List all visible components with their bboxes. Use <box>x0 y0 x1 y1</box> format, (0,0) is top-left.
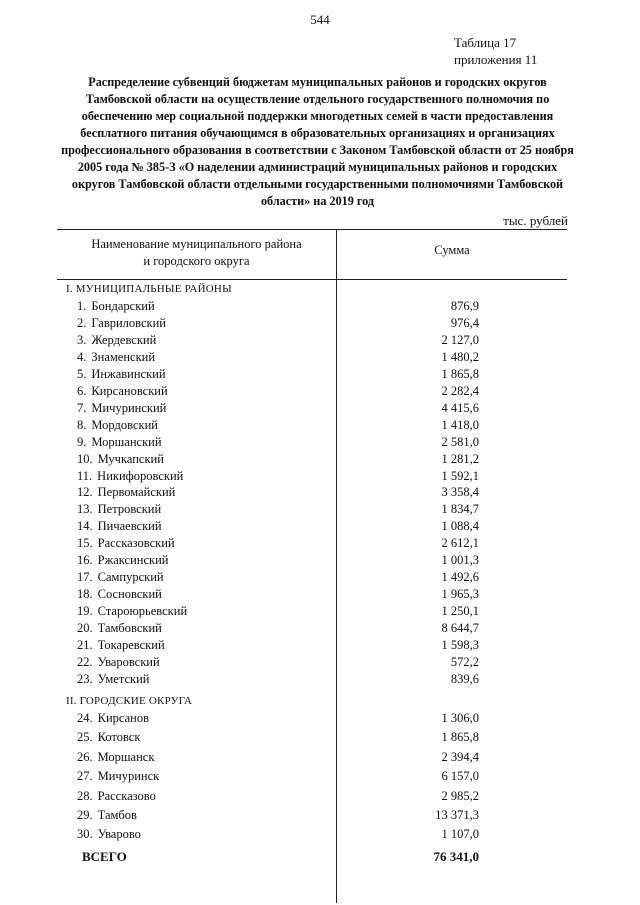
row-label <box>77 469 183 484</box>
table-row <box>57 418 567 435</box>
row-label <box>77 418 158 433</box>
row-number: 3. <box>77 332 87 347</box>
row-label <box>77 655 160 670</box>
row-number: 17. <box>77 570 93 585</box>
row-name: Сампурский <box>97 570 164 585</box>
table-row <box>57 570 567 587</box>
row-number: 30. <box>77 827 93 842</box>
row-number: 14. <box>77 519 93 534</box>
row-value: 13 371,3 <box>435 808 479 822</box>
row-value: 1 592,1 <box>441 468 479 483</box>
row-number: 6. <box>77 383 87 398</box>
appendix-reference: приложения 11 <box>454 52 538 67</box>
table-row <box>57 519 567 536</box>
row-value: 4 415,6 <box>441 400 479 415</box>
row-number: 9. <box>77 434 87 449</box>
unit-label: тыс. рублей <box>503 213 568 228</box>
row-label <box>77 711 149 726</box>
table-row <box>57 350 567 367</box>
row-value: 1 001,3 <box>441 553 479 568</box>
table-row <box>57 316 567 333</box>
row-number: 20. <box>77 621 93 636</box>
row-name: Никифоровский <box>97 468 184 483</box>
row-name: Первомайский <box>97 485 176 500</box>
row-name: Мучкапский <box>97 451 164 466</box>
table-row <box>57 367 567 384</box>
row-name: Мичуринский <box>91 400 167 415</box>
table-reference <box>454 34 537 68</box>
table-row <box>57 333 567 350</box>
row-value: 1 250,1 <box>441 604 479 619</box>
row-label <box>77 299 155 314</box>
row-number: 2. <box>77 315 87 330</box>
row-value: 572,2 <box>450 654 479 669</box>
row-name: Тамбовский <box>97 621 162 636</box>
column-header-name-line1: Наименование муниципального района <box>91 237 302 251</box>
row-name: Бондарский <box>91 299 155 313</box>
row-label <box>77 401 166 416</box>
row-name: Знаменский <box>91 349 156 364</box>
row-label <box>77 604 187 619</box>
table-row <box>57 485 567 502</box>
row-name: Сосновский <box>97 587 162 602</box>
row-value: 1 598,3 <box>441 638 479 652</box>
row-number: 10. <box>77 451 93 466</box>
row-label <box>77 730 140 745</box>
row-label <box>77 333 156 348</box>
row-label <box>77 452 164 467</box>
row-number: 16. <box>77 553 93 568</box>
row-number: 18. <box>77 587 93 602</box>
table-header-border <box>57 279 567 280</box>
row-name: Староюрьевский <box>97 604 188 619</box>
row-label <box>77 384 168 399</box>
table-row <box>57 435 567 452</box>
row-label <box>77 789 156 804</box>
row-label <box>77 808 137 823</box>
row-name: Пичаевский <box>97 519 162 534</box>
row-number: 13. <box>77 502 93 517</box>
row-name: Котовск <box>97 730 141 745</box>
row-name: Петровский <box>97 502 162 517</box>
row-name: Инжавинский <box>91 366 166 381</box>
row-value: 6 157,0 <box>441 769 479 784</box>
row-value: 1 965,3 <box>441 587 479 602</box>
row-value: 1 306,0 <box>441 711 479 725</box>
row-value: 976,4 <box>450 315 479 330</box>
table-row <box>57 750 567 767</box>
row-name: Моршанский <box>91 434 162 449</box>
row-number: 11. <box>77 468 93 483</box>
total-row <box>57 849 567 866</box>
column-header-name <box>57 236 336 270</box>
row-label <box>77 536 175 551</box>
row-label <box>77 435 162 450</box>
row-label <box>77 350 155 365</box>
row-label <box>77 587 162 602</box>
table-row <box>57 401 567 418</box>
page-number: 544 <box>310 12 330 27</box>
row-number: 1. <box>77 299 87 313</box>
row-number: 29. <box>77 808 93 822</box>
table-row <box>57 730 567 747</box>
row-value: 1 088,4 <box>441 519 479 534</box>
row-name: Кирсановский <box>91 383 168 398</box>
row-name: Уваровский <box>97 654 160 669</box>
row-name: Жердевский <box>91 332 157 347</box>
table-row <box>57 789 567 806</box>
row-name: Уметский <box>97 671 150 686</box>
row-label <box>77 502 161 517</box>
row-label <box>77 672 149 687</box>
row-value: 2 394,4 <box>441 749 479 764</box>
row-number: 19. <box>77 604 93 619</box>
table-top-border <box>57 229 567 230</box>
row-label <box>77 827 141 842</box>
table-row <box>57 553 567 570</box>
row-name: Мордовский <box>91 417 158 432</box>
column-header-sum: Сумма <box>434 243 470 257</box>
row-name: Уварово <box>97 827 141 842</box>
row-label <box>77 519 162 534</box>
table-row <box>57 452 567 469</box>
row-number: 22. <box>77 654 93 669</box>
row-name: Рассказово <box>97 788 156 803</box>
row-number: 5. <box>77 366 87 381</box>
row-name: Моршанск <box>97 749 155 764</box>
table-row <box>57 638 567 655</box>
row-number: 21. <box>77 638 93 652</box>
table-row <box>57 655 567 672</box>
row-number: 8. <box>77 417 87 432</box>
row-value: 2 581,0 <box>441 434 479 449</box>
row-number: 4. <box>77 349 87 364</box>
table-row <box>57 587 567 604</box>
table-row <box>57 808 567 825</box>
table-row <box>57 769 567 786</box>
table-number: Таблица 17 <box>454 35 517 50</box>
table-row <box>57 299 567 316</box>
row-name: Токаревский <box>97 638 165 652</box>
row-label <box>77 621 162 636</box>
row-name: Мичуринск <box>97 769 160 784</box>
row-label <box>77 553 168 568</box>
row-value: 3 358,4 <box>441 485 479 500</box>
table-row <box>57 502 567 519</box>
row-number: 28. <box>77 788 93 803</box>
row-number: 27. <box>77 769 93 784</box>
row-label <box>77 750 154 765</box>
row-value: 1 418,0 <box>441 417 479 432</box>
table-row <box>57 536 567 553</box>
row-value: 2 282,4 <box>441 383 479 398</box>
row-value: 876,9 <box>450 299 479 313</box>
row-label <box>77 367 166 382</box>
row-number: 7. <box>77 400 87 415</box>
total-label: ВСЕГО <box>82 849 127 864</box>
table-row <box>57 672 567 689</box>
table-row <box>57 469 567 486</box>
row-label <box>77 485 175 500</box>
row-value: 1 492,6 <box>441 570 479 585</box>
total-value: 76 341,0 <box>433 849 479 864</box>
row-value: 2 985,2 <box>441 788 479 803</box>
row-name: Рассказовский <box>97 536 175 551</box>
row-value: 1 281,2 <box>441 451 479 466</box>
row-value: 1 865,8 <box>441 730 479 745</box>
row-number: 26. <box>77 749 93 764</box>
section-heading-districts: I. МУНИЦИПАЛЬНЫЕ РАЙОНЫ <box>66 283 232 295</box>
row-value: 1 834,7 <box>441 502 479 517</box>
row-value: 1 865,8 <box>441 366 479 381</box>
document-title: Распределение субвенций бюджетам муниципальных районов и городских округов Тамбовской области на осуществление отдельного государственного полномочия по обеспечению мер социальной поддержки многодетных семей в части предоставления бесплатного питания обучающимся в образовательных организациях и организациях профессионального образования в соответствии с Законом Тамбовской области от 25 ноября 2005 года № 385-З «О наделении администраций муниципальных районов и городских округов Тамбовской области отдельными государственными полномочиями Тамбовской области» на 2019 год <box>61 75 574 208</box>
row-value: 2 127,0 <box>441 332 479 347</box>
column-header-name-line2: и городского округа <box>143 254 250 268</box>
table-row <box>57 604 567 621</box>
row-number: 24. <box>77 711 93 725</box>
row-label <box>77 769 159 784</box>
table-row <box>57 621 567 638</box>
row-value: 1 107,0 <box>441 827 479 842</box>
row-name: Кирсанов <box>97 711 149 725</box>
table-row <box>57 827 567 844</box>
row-value: 8 644,7 <box>441 621 479 636</box>
row-number: 23. <box>77 671 93 686</box>
row-name: Тамбов <box>97 808 137 822</box>
section-heading-cities: II. ГОРОДСКИЕ ОКРУГА <box>66 695 193 707</box>
row-name: Гавриловский <box>91 315 166 330</box>
row-label <box>77 638 165 653</box>
row-number: 15. <box>77 536 93 551</box>
row-value: 1 480,2 <box>441 349 479 364</box>
row-number: 12. <box>77 485 93 500</box>
row-value: 839,6 <box>450 671 479 686</box>
row-value: 2 612,1 <box>441 536 479 551</box>
row-name: Ржаксинский <box>97 553 169 568</box>
row-label <box>77 316 166 331</box>
table-row <box>57 711 567 728</box>
row-number: 25. <box>77 730 93 745</box>
row-label <box>77 570 164 585</box>
table-row <box>57 384 567 401</box>
